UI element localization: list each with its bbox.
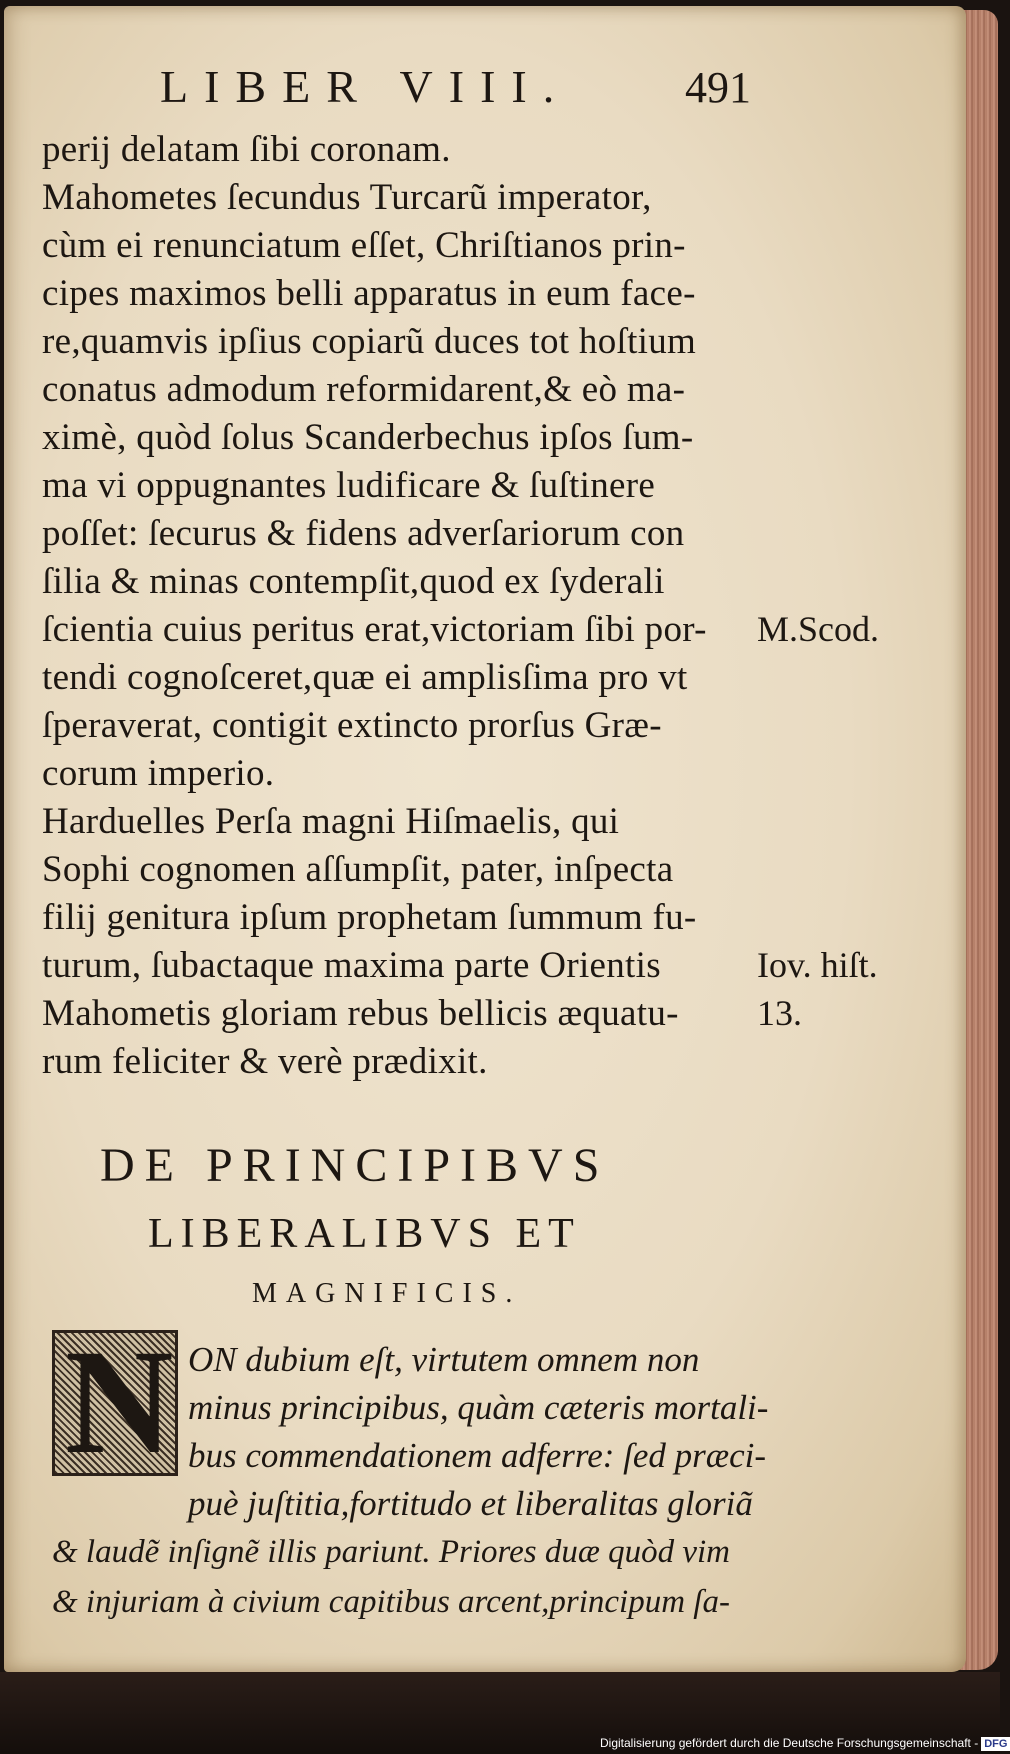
italic-line: & laudẽ inſignẽ illis pariunt. Priores duæ quòd vim — [52, 1534, 731, 1570]
decorated-initial-letter: N — [65, 1319, 174, 1485]
margin-note: M.Scod. — [757, 609, 880, 649]
body-line: cùm ei renunciatum eſſet, Chriſtianos prin- — [42, 225, 686, 266]
body-line: Mahometes ſecundus Turcarũ imperator, — [42, 177, 652, 218]
body-line: ſperaverat, contigit extincto prorſus Græ- — [42, 705, 662, 746]
body-line: cipes maximos belli apparatus in eum face- — [42, 273, 696, 314]
body-line: corum imperio. — [42, 753, 275, 794]
body-line: conatus admodum reformidarent,& eò ma- — [42, 369, 686, 410]
dfg-logo: DFG — [981, 1737, 1010, 1751]
body-line: perij delatam ſibi coronam. — [42, 129, 451, 170]
body-line: poſſet: ſecurus & fidens adverſariorum con — [42, 513, 685, 554]
italic-line: bus commendationem adferre: ſed præci- — [188, 1436, 767, 1475]
body-line: filij genitura ipſum prophetam ſummum fu- — [42, 897, 697, 938]
italic-line: puè juſtitia,fortitudo et liberalitas gloriã — [188, 1484, 753, 1523]
body-line: turum, ſubactaque maxima parte Orientis — [42, 945, 661, 986]
body-line: Harduelles Perſa magni Hiſmaelis, qui — [42, 801, 620, 842]
body-line: re,quamvis ipſius copiarũ duces tot hoſtium — [42, 321, 697, 362]
digitization-credit-text: Digitalisierung gefördert durch die Deutsche Forschungsgemeinschaft - — [600, 1736, 979, 1750]
running-title: LIBER VIII. — [160, 61, 571, 112]
decorated-initial — [52, 1319, 178, 1485]
margin-note: Iov. hiſt. — [757, 945, 878, 985]
margin-note: 13. — [757, 993, 802, 1033]
body-line: ſilia & minas contempſit,quod ex ſyderali — [42, 561, 665, 602]
body-line: Sophi cognomen aſſumpſit, pater, inſpecta — [42, 849, 674, 890]
page-number: 491 — [685, 63, 751, 112]
italic-line: ON dubium eſt, virtutem omnem non — [188, 1340, 700, 1379]
body-line: ma vi oppugnantes ludificare & ſuſtinere — [42, 465, 656, 506]
body-line: Mahometis gloriam rebus bellicis æquatu- — [42, 993, 679, 1034]
digitization-credit — [600, 1736, 1010, 1751]
body-line: tendi cognoſceret,quæ ei amplisſima pro vt — [42, 657, 688, 698]
section-heading-line1: DE PRINCIPIBVS — [100, 1139, 610, 1192]
body-line: rum feliciter & verè prædixit. — [42, 1041, 488, 1082]
italic-line: & injuriam à civium capitibus arcent,principum ſa- — [52, 1584, 730, 1620]
italic-line: minus principibus, quàm cæteris mortali- — [188, 1388, 769, 1427]
section-heading-line3: MAGNIFICIS. — [252, 1278, 522, 1309]
body-line: ximè, quòd ſolus Scanderbechus ipſos ſum- — [42, 417, 694, 458]
section-heading-line2: LIBERALIBVS ET — [148, 1211, 581, 1257]
body-line: ſcientia cuius peritus erat,victoriam ſibi por- — [42, 609, 707, 650]
